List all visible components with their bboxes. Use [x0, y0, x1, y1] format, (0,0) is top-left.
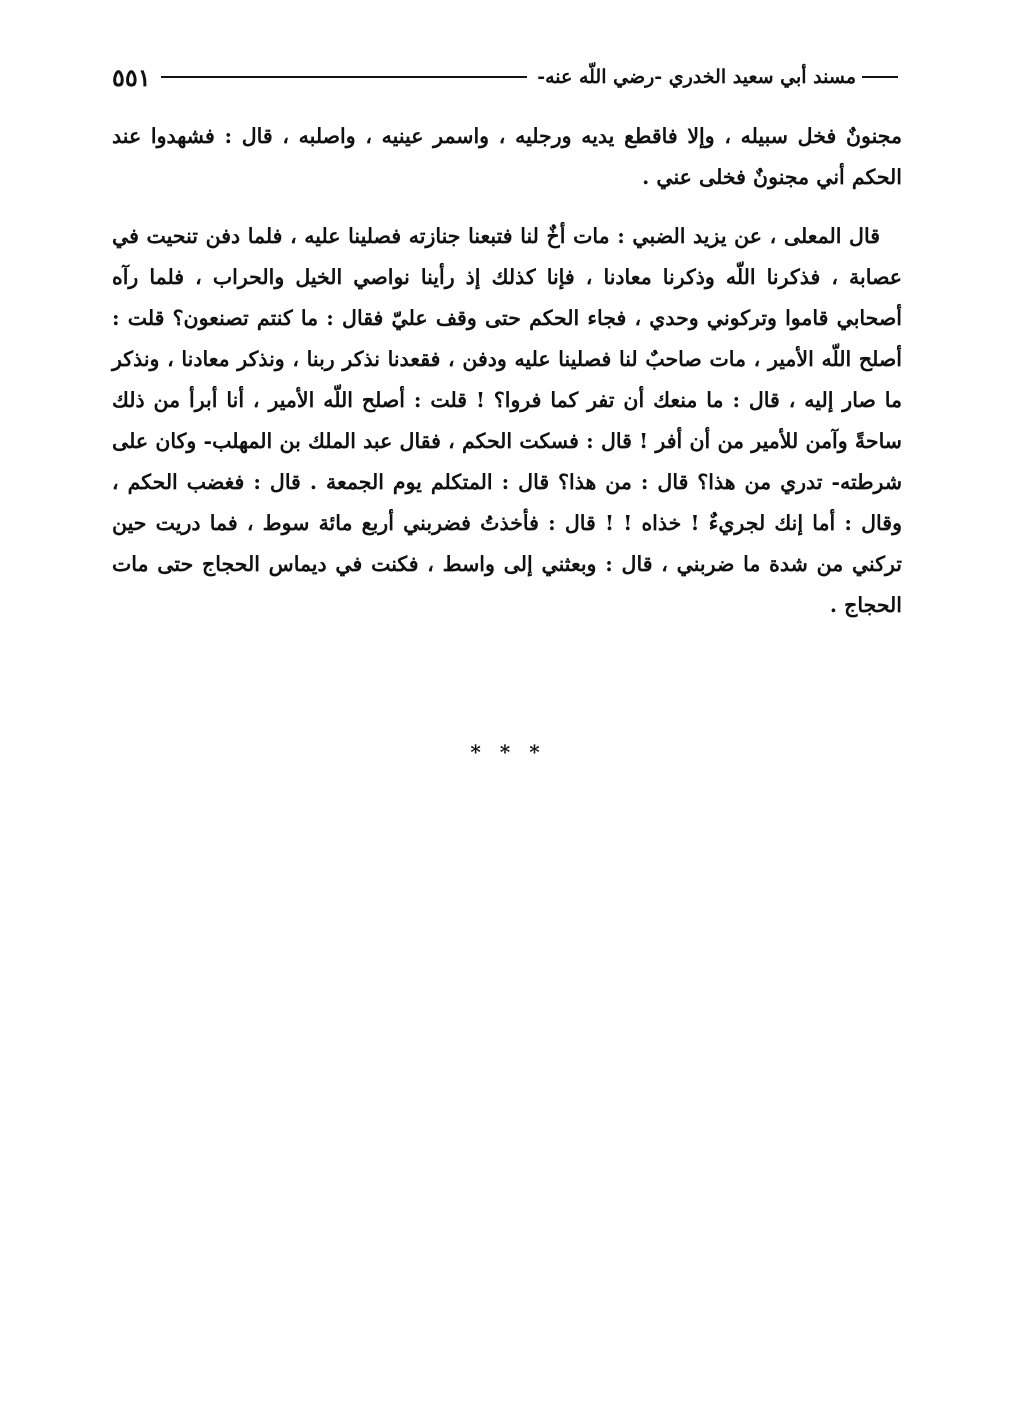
page-number: ٥٥١	[112, 62, 151, 92]
running-header	[112, 60, 902, 94]
header-title: مسند أبي سعيد الخدري -رضي اللّه عنه-	[537, 66, 856, 88]
section-separator: * * *	[470, 740, 546, 764]
header-rule	[161, 76, 528, 78]
paragraph-2: قال المعلى ، عن يزيد الضبي : مات أخٌ لنا فتبعنا جنازته فصلينا عليه ، فلما دفن تنحيت في عصابة ، فذكرنا اللّه وذكرنا معادنا ، فإنا كذلك إذ رأينا نواصي الخيل والحراب ، فلما رآه أصحابي قاموا وتركوني وحدي ، فجاء الحكم حتى وقف عليّ فقال : ما كنتم تصنعون؟ قلت : أصلح اللّه الأمير ، مات صاحبٌ لنا فصلينا عليه ودفن ، فقعدنا نذكر ربنا ، ونذكر معادنا ، ونذكر ما صار إليه ، قال : ما منعك أن تفر كما فروا؟ ! قلت : أصلح اللّه الأمير ، أنا أبرأ من ذلك ساحةً وآمن للأمير من أن أفر ! قال : فسكت الحكم ، فقال عبد الملك بن المهلب- وكان على شرطته- تدري من هذا؟ قال : من هذا؟ قال : المتكلم يوم الجمعة . قال : فغضب الحكم ، وقال : أما إنك لجريءٌ ! خذاه ! ! قال : فأخذتُ فضربني أربع مائة سوط ، فما دريت حين تركني من شدة ما ضربني ، قال : وبعثني إلى واسط ، فكنت في ديماس الحجاج حتى مات الحجاج .	[112, 224, 902, 617]
paragraph-1: مجنونٌ فخل سبيله ، وإلا فاقطع يديه ورجليه ، واسمر عينيه ، واصلبه ، قال : فشهدوا عند الحكم أني مجنونٌ فخلى عني .	[112, 124, 902, 189]
header-leading-dash	[862, 76, 898, 78]
body-text	[112, 116, 902, 626]
